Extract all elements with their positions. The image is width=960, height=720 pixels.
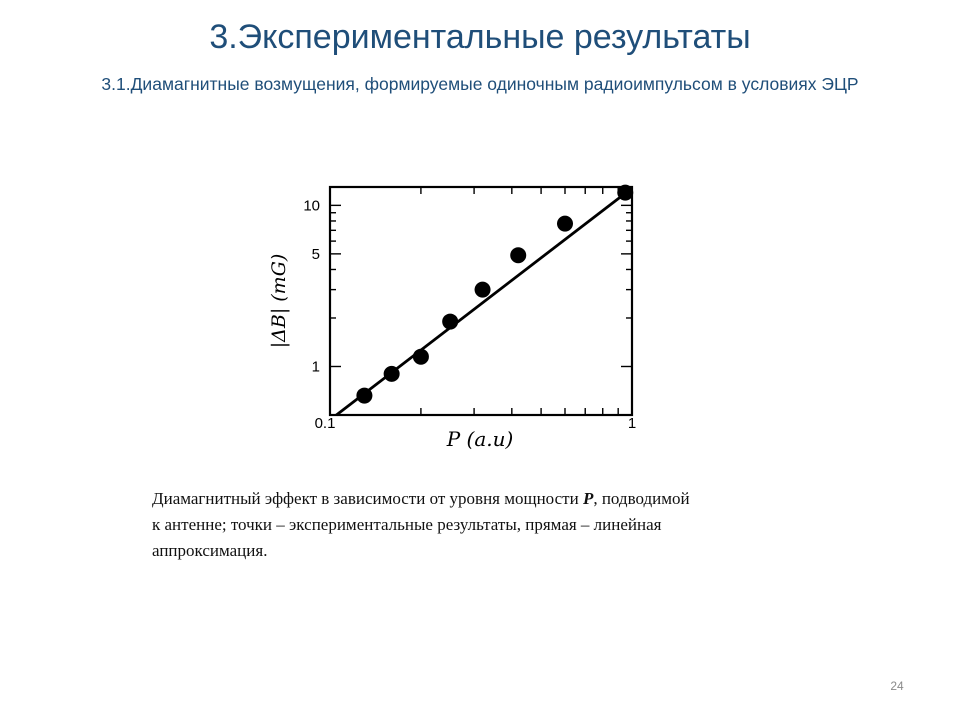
caption-line-2: к антенне; точки – экспериментальные результаты, прямая – линейная bbox=[152, 515, 662, 534]
caption-line-1 bbox=[152, 486, 822, 512]
x-tick-label-1: 1 bbox=[627, 415, 637, 432]
y-tick-label-10: 10 bbox=[303, 197, 320, 215]
figure-caption bbox=[152, 486, 822, 564]
data-point-7 bbox=[557, 216, 573, 232]
caption-line-1-before: Диамагнитный эффект в зависимости от уровня мощности bbox=[152, 489, 583, 508]
chart bbox=[240, 170, 660, 460]
fit-line-group bbox=[336, 188, 632, 415]
caption-line-1-after: , подводимой bbox=[593, 489, 690, 508]
data-point-5 bbox=[475, 282, 491, 298]
y-tick-label-5: 5 bbox=[311, 245, 320, 263]
caption-line-3: аппроксимация. bbox=[152, 541, 268, 560]
y-axis-label: |ΔB| (mG) bbox=[268, 253, 290, 349]
x-axis-label: P (a.u) bbox=[446, 427, 514, 451]
data-point-2 bbox=[384, 366, 400, 382]
data-point-4 bbox=[442, 314, 458, 330]
data-point-3 bbox=[413, 349, 429, 365]
y-tick-label-1: 1 bbox=[311, 358, 320, 376]
caption-symbol-p: P bbox=[582, 489, 594, 508]
data-point-6 bbox=[510, 247, 526, 263]
page-number: 24 bbox=[890, 679, 904, 693]
plot-area bbox=[330, 185, 633, 415]
data-point-8 bbox=[617, 185, 633, 201]
slide-title: 3.Экспериментальные результаты bbox=[209, 18, 751, 56]
data-point-1 bbox=[356, 388, 372, 404]
fit-line bbox=[336, 188, 632, 415]
slide-subtitle: 3.1.Диамагнитные возмущения, формируемые одиночным радиоимпульсом в условиях ЭЦР bbox=[101, 74, 859, 94]
x-tick-label-0.1: 0.1 bbox=[314, 415, 336, 432]
